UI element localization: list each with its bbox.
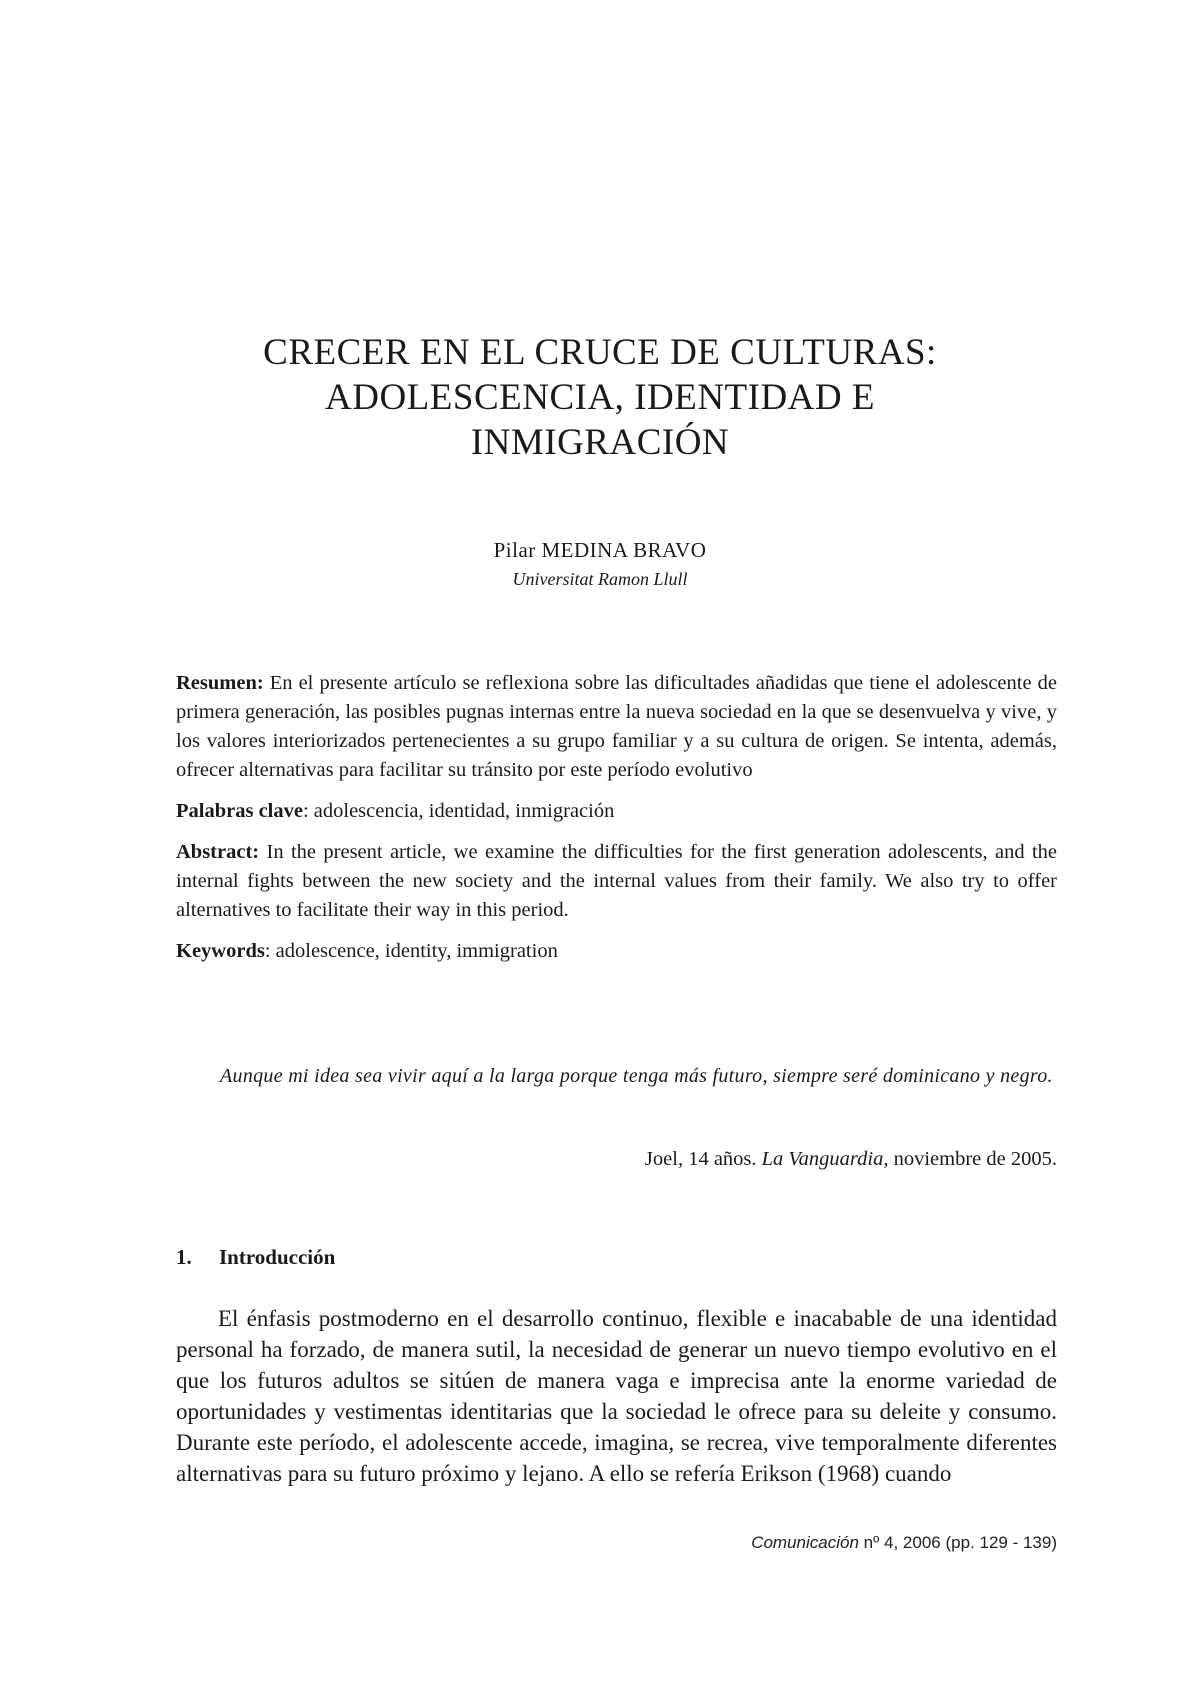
palabras-clave-text: : adolescencia, identidad, inmigración: [302, 800, 615, 822]
abstract-block: [176, 669, 1057, 978]
footer-journal: Comunicación: [751, 1533, 859, 1552]
keywords-paragraph: [176, 937, 1057, 966]
palabras-clave-paragraph: [176, 797, 1057, 826]
resumen-label: Resumen:: [176, 672, 264, 694]
abstract-text: In the present article, we examine the difficulties for the first generation adolescents, and the internal fights between the new society and the internal values from their family. We also try to offer alternatives to facilitate their way in this period.: [176, 841, 1058, 921]
epigraph-source-author: Joel, 14 años.: [644, 1148, 757, 1170]
footer-issue: nº 4, 2006 (pp. 129 - 139): [858, 1533, 1057, 1552]
page-footer: [600, 1533, 1057, 1553]
section-number: 1.: [176, 1245, 192, 1269]
keywords-label: Keywords: [176, 940, 265, 962]
abstract-paragraph: [176, 838, 1057, 925]
keywords-text: : adolescence, identity, immigration: [264, 940, 558, 962]
section-heading: [176, 1245, 335, 1270]
epigraph-source-date: , noviembre de 2005.: [883, 1148, 1057, 1170]
resumen-paragraph: [176, 669, 1057, 785]
epigraph-quote: Aunque mi idea sea vivir aquí a la larga porque tenga más futuro, siempre seré dominicano y negro.: [220, 1065, 1053, 1087]
article-title: [150, 330, 1050, 465]
epigraph-source: [176, 1148, 1057, 1171]
author-affiliation: Universitat Ramon Llull: [512, 569, 688, 589]
title-line-2: ADOLESCENCIA, IDENTIDAD E: [325, 377, 875, 418]
author-name: Pilar MEDINA BRAVO: [493, 538, 707, 562]
abstract-label: Abstract:: [176, 841, 260, 863]
epigraph-source-publication: La Vanguardia: [761, 1148, 884, 1170]
palabras-clave-label: Palabras clave: [176, 800, 303, 822]
title-line-1: CRECER EN EL CRUCE DE CULTURAS:: [263, 332, 937, 373]
title-line-3: INMIGRACIÓN: [470, 422, 730, 463]
resumen-text: En el presente artículo se reflexiona sobre las dificultades añadidas que tiene el adolescente de primera generación, las posibles pugnas internas entre la nueva sociedad en la que se desenvuelva y vive, y los valores interiorizados pertenecientes a su grupo familiar y a su cultura de origen. Se intenta, además, ofrecer alternativas para facilitar su tránsito por este período evolutivo: [176, 672, 1057, 781]
section-title: Introducción: [219, 1245, 336, 1269]
body-paragraph: El énfasis postmoderno en el desarrollo continuo, flexible e inacabable de una identidad personal ha forzado, de manera sutil, la necesidad de generar un nuevo tiempo evolutivo en el que los futuros adultos se sitúen de manera vaga e imprecisa ante la enorme variedad de oportunidades y vestimentas identitarias que la sociedad le ofrece para su deleite y consumo. Durante este período, el adolescente accede, imagina, se recrea, vive temporalmente diferentes alternativas para su futuro próximo y lejano. A ello se refería Erikson (1968) cuando: [176, 1306, 1057, 1486]
